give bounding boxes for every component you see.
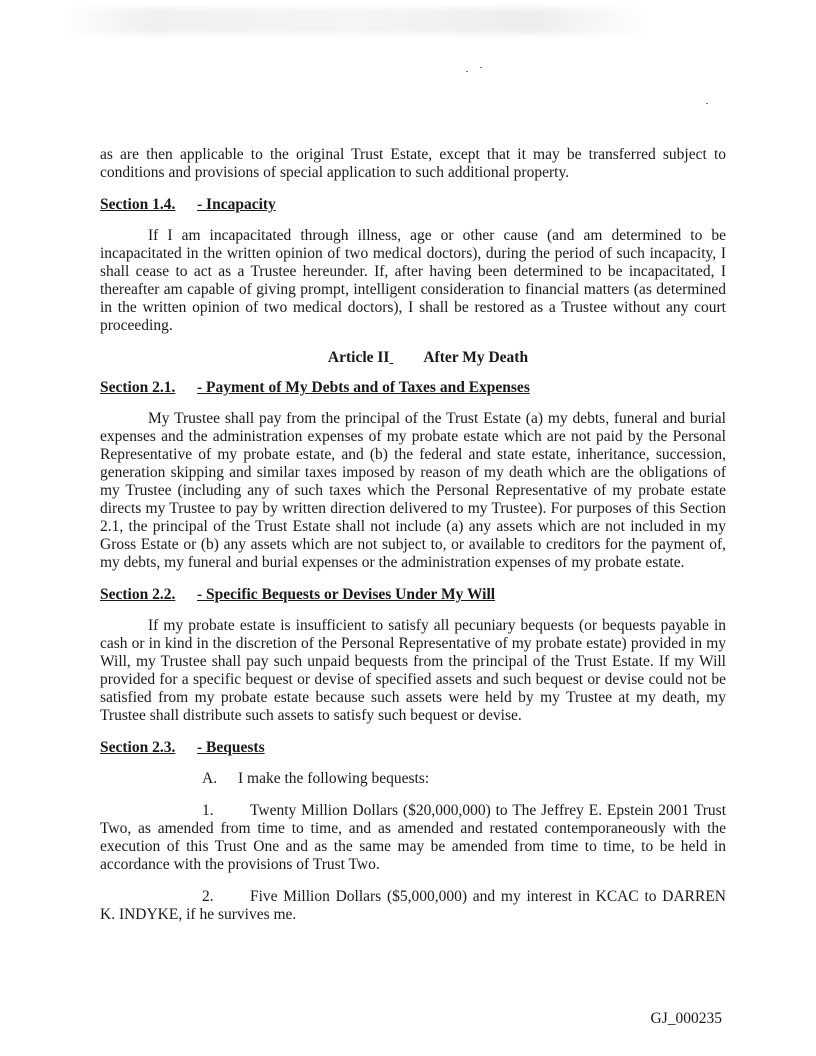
bates-number: GJ_000235	[650, 1010, 722, 1027]
scan-speck	[480, 67, 482, 68]
section-1-4-body: If I am incapacitated through illness, age or other cause (and am determined to be incapacitated in the written opinion of two medical doctors), during the period of such incapacity, I shall cease to act as a Trustee hereunder. If, after having been determined to be incapacitated, I thereafter am capable of giving prompt, intelligent consideration to financial matters (as determined in the written opinion of two medical doctors), I shall be restored as a Trustee without any court proceeding.	[100, 227, 726, 334]
section-2-1-heading	[100, 379, 726, 397]
section-number: Section 2.1.	[100, 379, 176, 396]
section-title: - Bequests	[197, 739, 265, 756]
section-2-1-body: My Trustee shall pay from the principal of the Trust Estate (a) my debts, funeral and burial expenses and the administration expenses of my probate estate which are not paid by the Personal Representative of my probate estate, and (b) the federal and state estate, inheritance, succession, generation skipping and similar taxes imposed by reason of my death which are the obligations of my Trustee (including any of such taxes which the Personal Representative of my probate estate directs my Trustee to pay by written direction delivered to my Trustee). For purposes of this Section 2.1, the principal of the Trust Estate shall not include (a) any assets which are not included in my Gross Estate or (b) any assets which are not subject to, or available to creditors for the payment of, my debts, my funeral and burial expenses or the administration expenses of my probate estate.	[100, 410, 726, 571]
section-number: Section 2.2.	[100, 586, 176, 603]
section-number: Section 2.3.	[100, 739, 176, 756]
bequest-item-2	[100, 888, 726, 924]
list-label: A.	[202, 770, 218, 787]
section-2-3-heading	[100, 739, 726, 757]
bequest-text: Twenty Million Dollars ($20,000,000) to The Jeffrey E. Epstein 2001 Trust Two, as amended from time to time, and as amended and restated contemporaneously with the execution of this Trust One and as the same may be amended from time to time, to be held in accordance with the provisions of Trust Two.	[100, 802, 726, 873]
article-heading	[100, 349, 726, 367]
bequest-text: Five Million Dollars ($5,000,000) and my interest in KCAC to DARREN K. INDYKE, if he survives me.	[100, 888, 726, 923]
scan-speck	[706, 103, 708, 104]
scan-speck	[466, 71, 468, 72]
section-2-2-heading	[100, 586, 726, 604]
bequest-number: 1.	[202, 802, 214, 819]
article-label: Article II	[327, 349, 390, 366]
section-title: - Specific Bequests or Devises Under My Will	[197, 586, 496, 603]
section-number: Section 1.4.	[100, 196, 176, 213]
article-title: After My Death	[423, 349, 529, 366]
bequest-intro	[100, 770, 726, 788]
section-2-2-body: If my probate estate is insufficient to satisfy all pecuniary bequests (or bequests payable in cash or in kind in the discretion of the Personal Representative of my probate estate) provided in my Will, my Trustee shall pay such unpaid bequests from the principal of the Trust Estate. If my Will provided for a specific bequest or devise of specified assets and such bequest or devise could not be satisfied from my probate estate because such assets were held by my Trustee at my death, my Trustee shall distribute such assets to satisfy such bequest or devise.	[100, 617, 726, 724]
document-page	[100, 146, 726, 924]
section-1-4-heading	[100, 196, 726, 214]
scan-artifact-top	[60, 8, 650, 34]
carryover-paragraph: as are then applicable to the original Trust Estate, except that it may be transferred subject to conditions and provisions of special application to such additional property.	[100, 146, 726, 181]
list-text: I make the following bequests:	[238, 770, 430, 787]
section-title: - Payment of My Debts and of Taxes and Expenses	[197, 379, 530, 396]
bequest-number: 2.	[202, 888, 214, 905]
bequest-item-1	[100, 802, 726, 874]
section-title: - Incapacity	[197, 196, 276, 213]
